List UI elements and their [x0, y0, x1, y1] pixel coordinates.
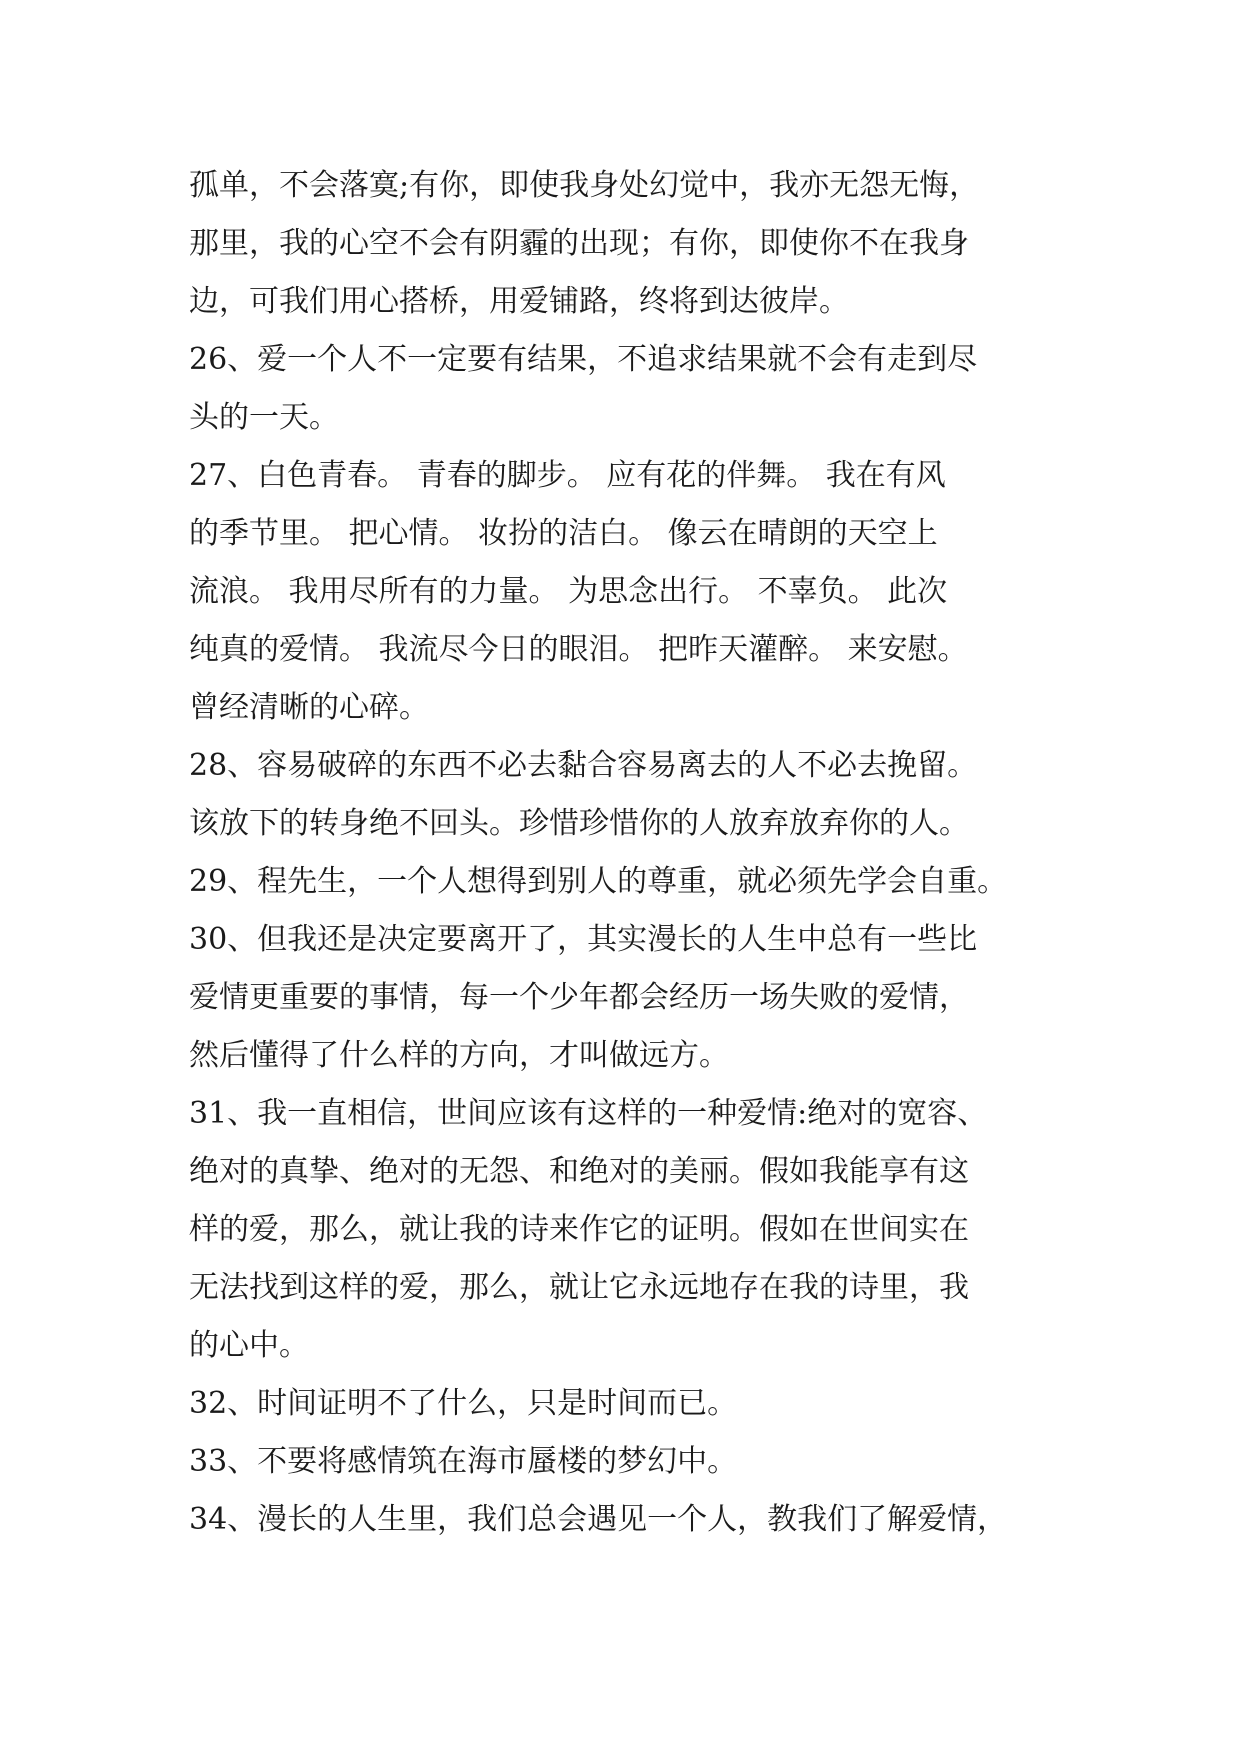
text-line: 那里，我的心空不会有阴霾的出现；有你，即使你不在我身: [189, 226, 969, 261]
text-line: 的季节里。 把心情。 妆扮的洁白。 像云在晴朗的天空上: [189, 516, 938, 551]
text-line: 头的一天。: [189, 400, 339, 435]
text-line: 27、白色青春。 青春的脚步。 应有花的伴舞。 我在有风: [189, 458, 946, 493]
text-line: 无法找到这样的爱，那么，就让它永远地存在我的诗里，我: [189, 1270, 969, 1305]
text-line: 31、我一直相信，世间应该有这样的一种爱情:绝对的宽容、: [189, 1096, 988, 1131]
text-line: 样的爱，那么，就让我的诗来作它的证明。假如在世间实在: [189, 1212, 969, 1247]
text-line: 该放下的转身绝不回头。珍惜珍惜你的人放弃放弃你的人。: [189, 806, 969, 841]
text-line: 然后懂得了什么样的方向，才叫做远方。: [189, 1038, 729, 1073]
text-line: 30、但我还是决定要离开了，其实漫长的人生中总有一些比: [189, 922, 978, 957]
text-line: 32、时间证明不了什么，只是时间而已。: [189, 1386, 738, 1421]
text-line: 33、不要将感情筑在海市蜃楼的梦幻中。: [189, 1444, 738, 1479]
body-text: [189, 157, 1089, 1549]
text-line: 26、爱一个人不一定要有结果，不追求结果就不会有走到尽: [189, 342, 978, 377]
text-line: 边，可我们用心搭桥，用爱铺路，终将到达彼岸。: [189, 284, 849, 319]
text-line: 29、程先生，一个人想得到别人的尊重，就必须先学会自重。: [189, 864, 1008, 899]
text-line: 纯真的爱情。 我流尽今日的眼泪。 把昨天灌醉。 来安慰。: [189, 632, 968, 667]
text-line: 爱情更重要的事情，每一个少年都会经历一场失败的爱情，: [189, 980, 969, 1015]
text-line: 孤单，不会落寞;有你，即使我身处幻觉中，我亦无怨无悔，: [189, 168, 980, 203]
text-line: 绝对的真挚、绝对的无怨、和绝对的美丽。假如我能享有这: [189, 1154, 969, 1189]
text-line: 28、容易破碎的东西不必去黏合容易离去的人不必去挽留。: [189, 748, 978, 783]
text-line: 曾经清晰的心碎。: [189, 690, 429, 725]
text-line: 流浪。 我用尽所有的力量。 为思念出行。 不辜负。 此次: [189, 574, 948, 609]
text-line: 的心中。: [189, 1328, 309, 1363]
text-line: 34、漫长的人生里，我们总会遇见一个人，教我们了解爱情，: [189, 1502, 1008, 1537]
